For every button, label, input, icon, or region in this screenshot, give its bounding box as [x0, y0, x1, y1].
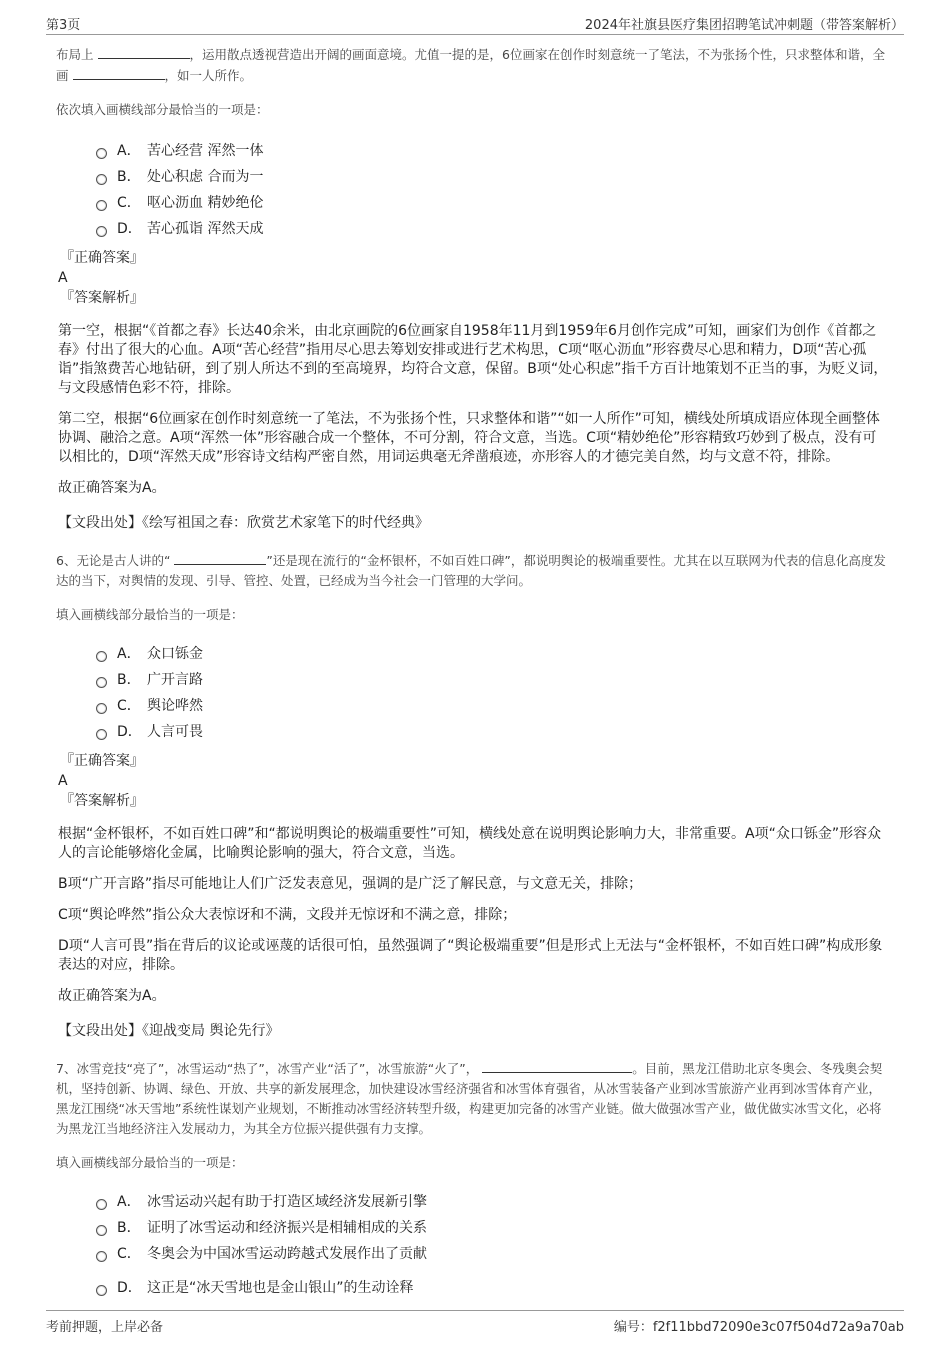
radio-icon[interactable]	[96, 677, 107, 688]
radio-icon[interactable]	[96, 703, 107, 714]
page-number: 第3页	[46, 18, 81, 33]
option-b[interactable]: B． 处心积虑 合而为一	[96, 164, 890, 190]
page-footer	[46, 1310, 904, 1337]
radio-icon[interactable]	[96, 1225, 107, 1236]
option-d[interactable]: D． 苦心孤诣 浑然天成	[96, 216, 890, 242]
radio-icon[interactable]	[96, 651, 107, 662]
radio-icon[interactable]	[96, 1199, 107, 1210]
page-content	[56, 44, 890, 1301]
question-stem: 7、冰雪竞技“亮了”，冰雪运动“热了”，冰雪产业“活了”，冰雪旅游“火了”， 。目前，黑龙江借助北京冬奥会、冬残奥会契机，坚持创新、协调、绿色、开放、共享的新发展理念，加快建设冰雪经济强省和冰雪体育强省，从冰雪装备产业到冰雪旅游产业再到冰雪体育产业，黑龙江围绕“冰天雪地”系统性谋划产业规划，不断推动冰雪经济转型升级，构建更加完备的冰雪产业链。做大做强冰雪产业，做优做实冰雪文化，必将为黑龙江当地经济注入发展动力，为其全方位振兴提供强有力支撑。	[56, 1058, 890, 1139]
radio-icon[interactable]	[96, 226, 107, 237]
answer-value: A	[58, 773, 68, 789]
option-c[interactable]: C． 冬奥会为中国冰雪运动跨越式发展作出了贡献	[96, 1241, 890, 1267]
option-list	[96, 138, 890, 242]
analysis-paragraph: 根据“金杯银杯，不如百姓口碑”和“都说明舆论的极端重要性”可知，横线处意在说明舆论影响力大，非常重要。A项“众口铄金”形容众人的言论能够熔化金属，比喻舆论影响的强大，符合文意，当选。	[58, 826, 882, 861]
option-d[interactable]: D． 这正是“冰天雪地也是金山银山”的生动诠释	[96, 1275, 890, 1301]
document-title: 2024年社旗县医疗集团招聘笔试冲刺题（带答案解析）	[584, 18, 904, 33]
question-instruction: 填入画横线部分最恰当的一项是：	[56, 1155, 244, 1170]
analysis-paragraph: D项“人言可畏”指在背后的议论或诬蔑的话很可怕，虽然强调了“舆论极端重要”但是形式上无法与“金杯银杯，不如百姓口碑”构成形象表达的对应，排除。	[58, 938, 883, 973]
analysis-paragraph: 第二空，根据“6位画家在创作时刻意统一了笔法，不为张扬个性，只求整体和谐”“如一人所作”可知，横线处所填成语应体现全画整体协调、融洽之意。A项“浑然一体”形容融合成一个整体，不可分割，符合文意，当选。C项“精妙绝伦”形容精致巧妙到了极点，没有可以相比的，D项“浑然天成”形容诗文结构严密自然，用词运典毫无斧凿痕迹，亦形容人的才德完美自然，均与文意不符，排除。	[58, 411, 880, 465]
radio-icon[interactable]	[96, 148, 107, 159]
analysis-paragraph: 故正确答案为A。	[58, 988, 166, 1004]
fill-blank	[482, 1058, 632, 1073]
analysis-label: 『答案解析』	[60, 290, 144, 306]
footer-slogan: 考前押题，上岸必备	[46, 1320, 164, 1335]
radio-icon[interactable]	[96, 729, 107, 740]
question-instruction: 填入画横线部分最恰当的一项是：	[56, 607, 244, 622]
answer-value: A	[58, 270, 68, 286]
option-list	[96, 641, 890, 745]
fill-blank	[174, 550, 266, 565]
passage-source: 【文段出处】《迎战变局 舆论先行》	[58, 1023, 280, 1039]
radio-icon[interactable]	[96, 1251, 107, 1262]
analysis-paragraph: 第一空，根据“《首都之春》长达40余米，由北京画院的6位画家自1958年11月到1959年6月创作完成”可知，画家们为创作《首都之春》付出了很大的心血。A项“苦心经营”指用尽心思去筹划安排或进行艺术构思，C项“呕心沥血”形容费尽心思和精力，D项“苦心孤诣”指煞费苦心地钻研，到了别人所达不到的至高境界，均符合文意，保留。B项“处心积虑”指千方百计地策划不正当的事，为贬义词，与文段感情色彩不符，排除。	[58, 323, 888, 396]
question-5	[56, 44, 890, 532]
option-d[interactable]: D． 人言可畏	[96, 719, 890, 745]
question-instruction: 依次填入画横线部分最恰当的一项是：	[56, 102, 269, 117]
analysis-label: 『答案解析』	[60, 793, 144, 809]
analysis-paragraph: B项“广开言路”指尽可能地让人们广泛发表意见，强调的是广泛了解民意，与文意无关，排除；	[58, 876, 643, 892]
fill-blank	[73, 65, 165, 80]
option-a[interactable]: A． 众口铄金	[96, 641, 890, 667]
answer-label: 『正确答案』	[60, 753, 144, 769]
radio-icon[interactable]	[96, 200, 107, 211]
page-header	[46, 10, 904, 35]
analysis-paragraph: 故正确答案为A。	[58, 480, 166, 496]
radio-icon[interactable]	[96, 174, 107, 185]
option-a[interactable]: A． 苦心经营 浑然一体	[96, 138, 890, 164]
option-list	[96, 1189, 890, 1301]
document-id: 编号：f2f11bbd72090e3c07f504d72a9a70ab	[613, 1320, 904, 1335]
question-stem: 6、无论是古人讲的“ ”还是现在流行的“金杯银杯，不如百姓口碑”，都说明舆论的极端重要性。尤其在以互联网为代表的信息化高度发达的当下，对舆情的发现、引导、管控、处置，已经成为当今社会一门管理的大学问。	[56, 550, 890, 591]
fill-blank	[98, 44, 190, 59]
radio-icon[interactable]	[96, 1285, 107, 1296]
analysis-paragraph: C项“舆论哗然”指公众大表惊讶和不满，文段并无惊讶和不满之意，排除；	[58, 907, 517, 923]
question-6	[56, 550, 890, 1040]
question-7	[56, 1058, 890, 1301]
option-c[interactable]: C． 舆论哗然	[96, 693, 890, 719]
passage-source: 【文段出处】《绘写祖国之春：欣赏艺术家笔下的时代经典》	[58, 515, 429, 531]
question-stem: 布局上 ，运用散点透视营造出开阔的画面意境。尤值一提的是，6位画家在创作时刻意统一了笔法，不为张扬个性，只求整体和谐，全画 ，如一人所作。	[56, 44, 890, 86]
option-a[interactable]: A． 冰雪运动兴起有助于打造区域经济发展新引擎	[96, 1189, 890, 1215]
option-c[interactable]: C． 呕心沥血 精妙绝伦	[96, 190, 890, 216]
answer-label: 『正确答案』	[60, 250, 144, 266]
option-b[interactable]: B． 广开言路	[96, 667, 890, 693]
option-b[interactable]: B． 证明了冰雪运动和经济振兴是相辅相成的关系	[96, 1215, 890, 1241]
